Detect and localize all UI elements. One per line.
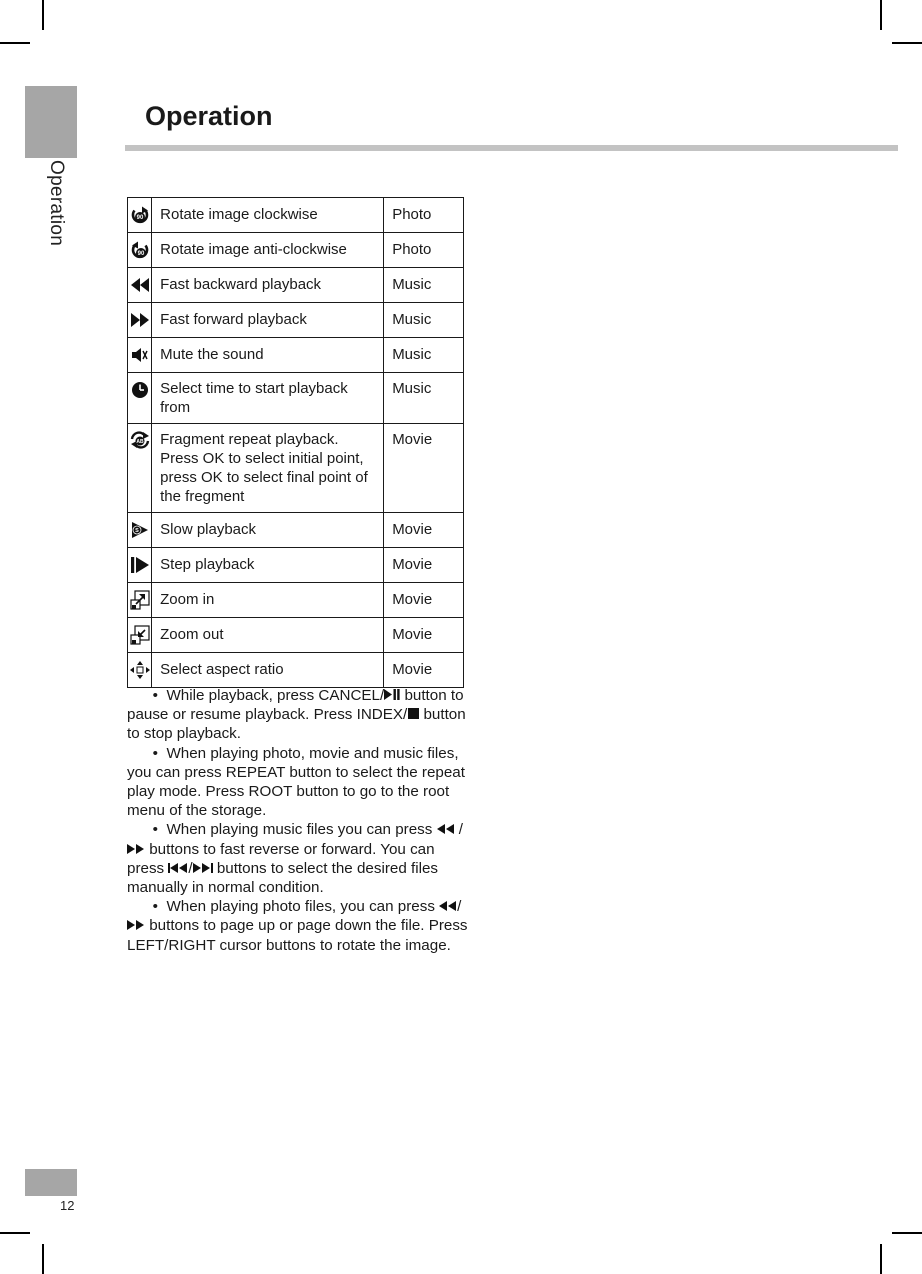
function-category: Music	[384, 303, 464, 338]
function-description: Rotate image clockwise	[152, 198, 384, 233]
function-description: Fragment repeat playback. Press OK to select initial point, press OK to select final point of the fregment	[152, 424, 384, 513]
repeat-ab-icon	[129, 430, 151, 450]
function-description: Zoom in	[152, 583, 384, 618]
rotate-anticlockwise-icon	[130, 240, 150, 260]
function-category: Music	[384, 373, 464, 424]
crop-mark	[880, 0, 882, 30]
function-category: Photo	[384, 233, 464, 268]
fast-forward-icon	[130, 312, 150, 328]
function-description: Rotate image anti-clockwise	[152, 233, 384, 268]
table-row	[128, 198, 464, 233]
fast-backward-icon	[130, 277, 150, 293]
bullet: •	[152, 744, 158, 762]
table-row	[128, 268, 464, 303]
note-text: button to pause or resume playback. Press INDEX/	[127, 687, 464, 724]
side-tab-label: Operation	[46, 160, 67, 247]
fast-forward-icon	[127, 920, 145, 930]
next-track-icon	[193, 863, 213, 873]
function-description: Fast forward playback	[152, 303, 384, 338]
page-number: 12	[60, 1198, 75, 1213]
crop-mark	[42, 1244, 44, 1274]
note-paragraph: • When playing music files you can press / buttons to fast reverse or forward. You can press / buttons to select the desired files manually in normal condition.	[127, 821, 464, 897]
svg-text:90: 90	[137, 251, 144, 258]
step-playback-icon	[130, 556, 150, 574]
note-paragraph	[127, 686, 472, 744]
function-category: Photo	[384, 198, 464, 233]
table-row	[128, 513, 464, 548]
function-description: Select aspect ratio	[152, 653, 384, 688]
title-divider	[125, 145, 898, 151]
note-text: buttons to fast reverse or forward. You can press	[127, 840, 435, 877]
bullet: •	[152, 821, 158, 839]
table-row	[128, 618, 464, 653]
table-row	[128, 233, 464, 268]
usage-notes	[127, 686, 472, 955]
function-description: Step playback	[152, 548, 384, 583]
table-row	[128, 338, 464, 373]
note-text: buttons to page up or page down the file. Press LEFT/RIGHT cursor buttons to rotate the image.	[127, 917, 468, 954]
page-title: Operation	[145, 101, 273, 131]
table-row	[128, 424, 464, 513]
note-text: When playing music files you can press	[166, 821, 437, 839]
function-category: Music	[384, 268, 464, 303]
fast-forward-icon	[127, 844, 145, 854]
stop-icon	[407, 708, 419, 719]
play-pause-icon	[384, 689, 400, 700]
clock-icon	[131, 381, 149, 399]
note-text: button to stop playback.	[127, 706, 466, 743]
table-row	[128, 583, 464, 618]
function-category: Movie	[384, 653, 464, 688]
function-category: Movie	[384, 424, 464, 513]
zoom-in-icon	[130, 590, 150, 610]
crop-mark	[42, 0, 44, 30]
function-table	[127, 197, 464, 688]
table-row	[128, 548, 464, 583]
fast-backward-icon	[437, 824, 455, 834]
previous-track-icon	[168, 863, 188, 873]
table-row	[128, 303, 464, 338]
svg-text:90: 90	[136, 215, 143, 222]
function-description: Mute the sound	[152, 338, 384, 373]
crop-mark	[892, 42, 922, 44]
fast-backward-icon	[439, 901, 457, 911]
table-row	[128, 373, 464, 424]
svg-text:AB: AB	[135, 439, 144, 445]
function-category: Movie	[384, 618, 464, 653]
function-description: Zoom out	[152, 618, 384, 653]
note-text: When playing photo, movie and music files, you can press REPEAT button to select the repeat play mode. Press ROOT button to go to the root menu of the storage.	[127, 744, 465, 820]
side-tab-marker	[25, 86, 77, 158]
mute-icon	[131, 347, 149, 363]
zoom-out-icon	[130, 625, 150, 645]
note-paragraph: • When playing photo files, you can press / buttons to page up or page down the file. Press LEFT/RIGHT cursor buttons to rotate the image.	[127, 898, 468, 954]
bullet: •	[152, 687, 158, 704]
note-text: When playing photo files, you can press	[166, 898, 440, 916]
crop-mark	[0, 42, 30, 44]
function-description: Select time to start playback from	[152, 373, 384, 424]
rotate-clockwise-icon	[130, 205, 150, 225]
crop-mark	[892, 1232, 922, 1234]
note-paragraph	[127, 744, 472, 821]
function-category: Music	[384, 338, 464, 373]
table-row	[128, 653, 464, 688]
crop-mark	[0, 1232, 30, 1234]
note-text: buttons to select the desired files manually in normal condition.	[127, 859, 439, 897]
page-number-marker	[25, 1169, 77, 1196]
bullet: •	[152, 898, 158, 916]
function-category: Movie	[384, 583, 464, 618]
aspect-ratio-icon	[129, 660, 151, 680]
note-text: While playback, press CANCEL/	[166, 687, 385, 704]
function-description: Slow playback	[152, 513, 384, 548]
function-category: Movie	[384, 513, 464, 548]
svg-text:S: S	[134, 528, 139, 534]
function-category: Movie	[384, 548, 464, 583]
crop-mark	[880, 1244, 882, 1274]
function-description: Fast backward playback	[152, 268, 384, 303]
slow-playback-icon	[131, 521, 149, 539]
